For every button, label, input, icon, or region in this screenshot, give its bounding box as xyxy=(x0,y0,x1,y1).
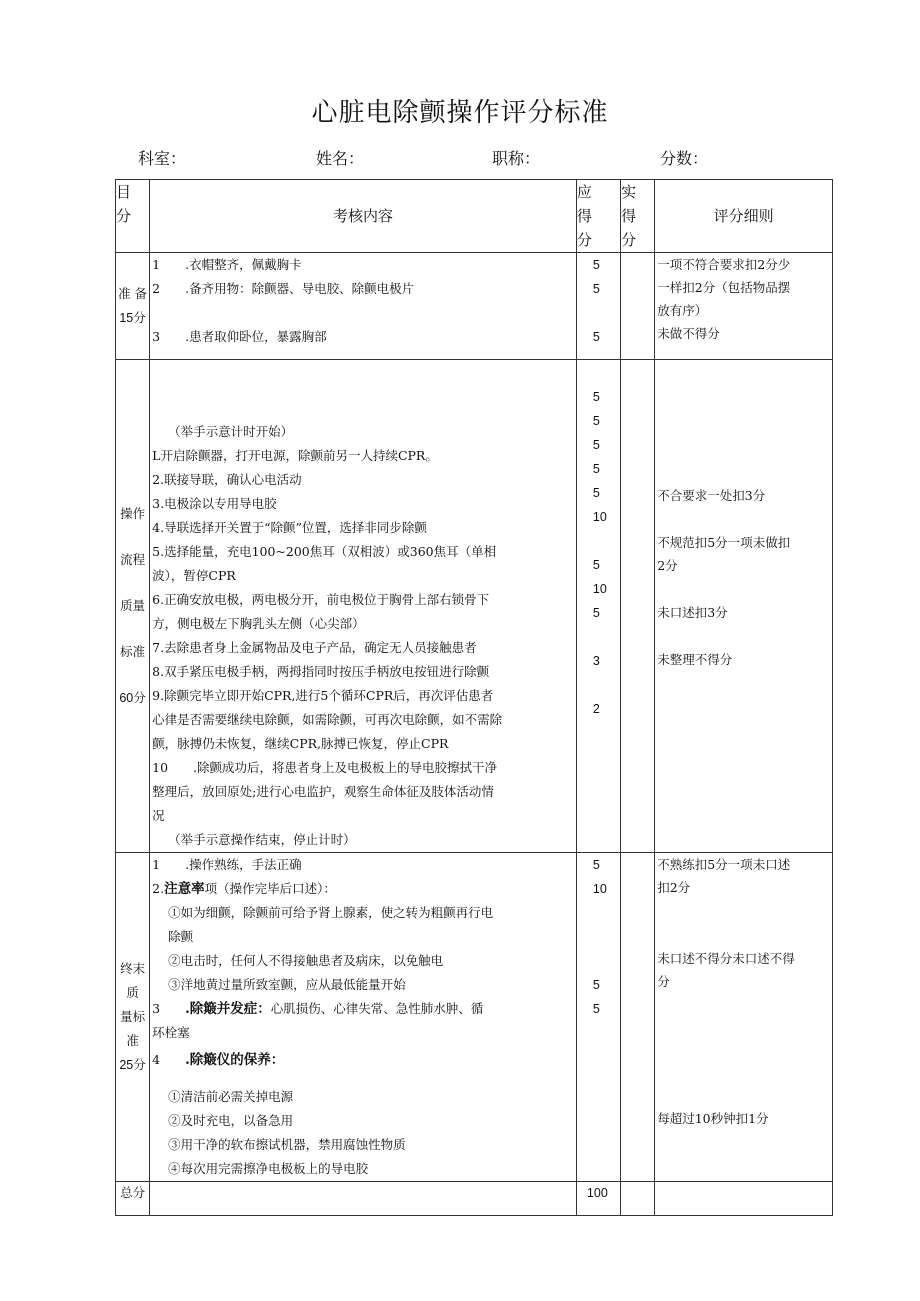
final-actual xyxy=(621,853,655,1182)
total-score: 100 xyxy=(576,1182,620,1216)
process-scores: 5 5 5 5 5 10 5 10 5 3 2 xyxy=(576,360,620,853)
list-item: 2 .备齐用物：除颤器、导电胶、除颤电极片 xyxy=(152,281,415,296)
section-total xyxy=(116,1182,833,1216)
process-actual xyxy=(621,360,655,853)
prep-label: 准 备 15分 xyxy=(116,253,150,360)
total-actual xyxy=(621,1182,655,1216)
prep-scores: 5 5 5 xyxy=(576,253,620,360)
header-detail: 评分细则 xyxy=(655,180,833,253)
process-content: （举手示意计时开始） L开启除颤器，打开电源，除颤前另一人持续CPR。 2.联接导联，确认心电活动 3.电极涂以专用导电胶 4.导联选择开关置于“除颤”位置，选择非同步除颤 5.选择能量，充电100~200焦耳（双相波）或360焦耳（单相 波），暂停CPR 6.正确安放电极，两电极分开，前电极位于胸骨上部右锁骨下 方，侧电极左下胸乳头左侧（心尖部） 7.去除患者身上金属物品及电子产品，确定无人员接触患者 8.双手紧压电极手柄，两拇指同时按压手柄放电按钮进行除颤 9.除颤完毕立即开始CPR,进行5个循环CPR后，再次评估患者 心律是否需要继续电除颤，如需除颤，可再次电除颤，如不需除 颤，脉搏仍未恢复，继续CPR,脉搏已恢复，停止CPR 10 .除颤成功后，将患者身上及电极板上的导电胶擦拭干净 整理后，放回原处;进行心电监护，观察生命体征及肢体活动情 况 （举手示意操作结束，停止计时） xyxy=(150,360,577,853)
section-process xyxy=(116,360,833,853)
prep-actual xyxy=(621,253,655,360)
page-title: 心脏电除颤操作评分标准 xyxy=(311,98,609,128)
total-label: 总分 xyxy=(116,1182,150,1216)
header-objective: 目分 xyxy=(116,180,150,253)
list-item: 1 .衣帽整齐，佩戴胸卡 xyxy=(152,257,302,272)
name-label: 姓名： xyxy=(316,149,365,168)
total-detail xyxy=(655,1182,833,1216)
prep-detail: 一项不符合要求扣2分少 一样扣2分（包括物品摆 放有序） 未做不得分 xyxy=(655,253,833,360)
header-content: 考核内容 xyxy=(150,180,577,253)
section-final xyxy=(116,853,833,1182)
process-detail: 不合要求一处扣3分 不规范扣5分一项未做扣 2分 未口述扣3分 未整理不得分 xyxy=(655,360,833,853)
department-label: 科室： xyxy=(138,149,187,168)
final-scores: 5 10 5 5 xyxy=(576,853,620,1182)
process-label: 操作 流程 质量 标准 60分 xyxy=(116,360,150,853)
header-actual-score: 实得分 xyxy=(621,180,655,253)
final-label: 终末质 量标准 25分 xyxy=(116,853,150,1182)
header-row xyxy=(116,180,833,253)
final-detail: 不熟练扣5分一项未口述 扣2分 未口述不得分未口述不得 分 每超过10秒钟扣1分 xyxy=(655,853,833,1182)
scoring-table xyxy=(115,179,833,1216)
score-label: 分数： xyxy=(660,149,709,168)
final-content: 1 .操作熟练，手法正确 2.注意率项（操作完毕后口述）： ①如为细颤，除颤前可给予肾上腺素，使之转为粗颤再行电 除颤 ②电击时，任何人不得接触患者及病床，以免触电 ③洋地黄过量所致室颤，应从最低能量开始 3 .除簸并发症：心肌损伤、心律失常、急性肺水肿、循 环栓塞 4 .除簸仪的保养： ①清洁前必需关掉电源 ②及时充电，以备急用 ③用干净的软布擦试机器，禁用腐蚀性物质 ④每次用完需擦净电极板上的导电胶 xyxy=(150,853,577,1182)
header-due-score: 应得分 xyxy=(576,180,620,253)
job-title-label: 职称： xyxy=(492,149,541,168)
prep-content xyxy=(150,253,577,360)
section-prep xyxy=(116,253,833,360)
list-item: 3 .患者取仰卧位，暴露胸部 xyxy=(152,329,327,344)
total-content xyxy=(150,1182,577,1216)
